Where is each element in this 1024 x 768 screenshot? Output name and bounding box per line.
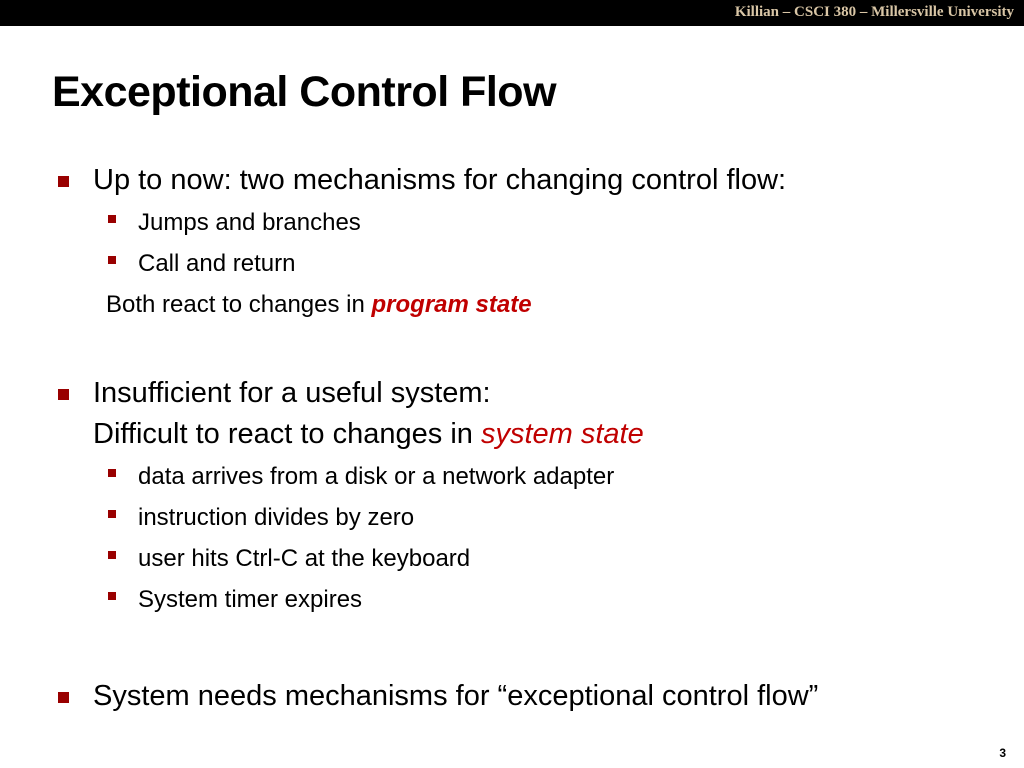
bullet-text: Up to now: two mechanisms for changing control flow:	[93, 164, 787, 196]
program-state-note	[106, 291, 532, 319]
header-bar	[0, 0, 1024, 26]
bullet-text: System needs mechanisms for “exceptional control flow”	[93, 680, 819, 712]
subbullet-marker	[108, 256, 116, 264]
subbullet-marker	[108, 510, 116, 518]
bullet-marker	[58, 176, 69, 187]
subbullet-text: user hits Ctrl-C at the keyboard	[138, 545, 471, 572]
note-prefix: Both react to changes in	[106, 291, 372, 318]
subbullet-text: System timer expires	[138, 586, 363, 613]
system-state-emphasis: system state	[480, 418, 644, 450]
bullet-text: Insufficient for a useful system:	[93, 377, 491, 409]
bullet-marker	[58, 692, 69, 703]
slide-title: Exceptional Control Flow	[52, 68, 557, 116]
subbullet-marker	[108, 551, 116, 559]
subbullet-marker	[108, 215, 116, 223]
line-prefix: Difficult to react to changes in	[93, 418, 481, 450]
header-course-info: Killian – CSCI 380 – Millersville University	[734, 4, 1014, 20]
subbullet-marker	[108, 592, 116, 600]
bullet-text-continued	[93, 417, 644, 451]
subbullet-text: instruction divides by zero	[138, 504, 415, 531]
program-state-emphasis: program state	[371, 291, 532, 318]
subbullet-text: data arrives from a disk or a network adapter	[138, 463, 615, 490]
page-number: 3	[999, 746, 1006, 760]
subbullet-marker	[108, 469, 116, 477]
subbullet-text: Call and return	[138, 250, 296, 277]
subbullet-text: Jumps and branches	[138, 209, 361, 236]
bullet-marker	[58, 389, 69, 400]
